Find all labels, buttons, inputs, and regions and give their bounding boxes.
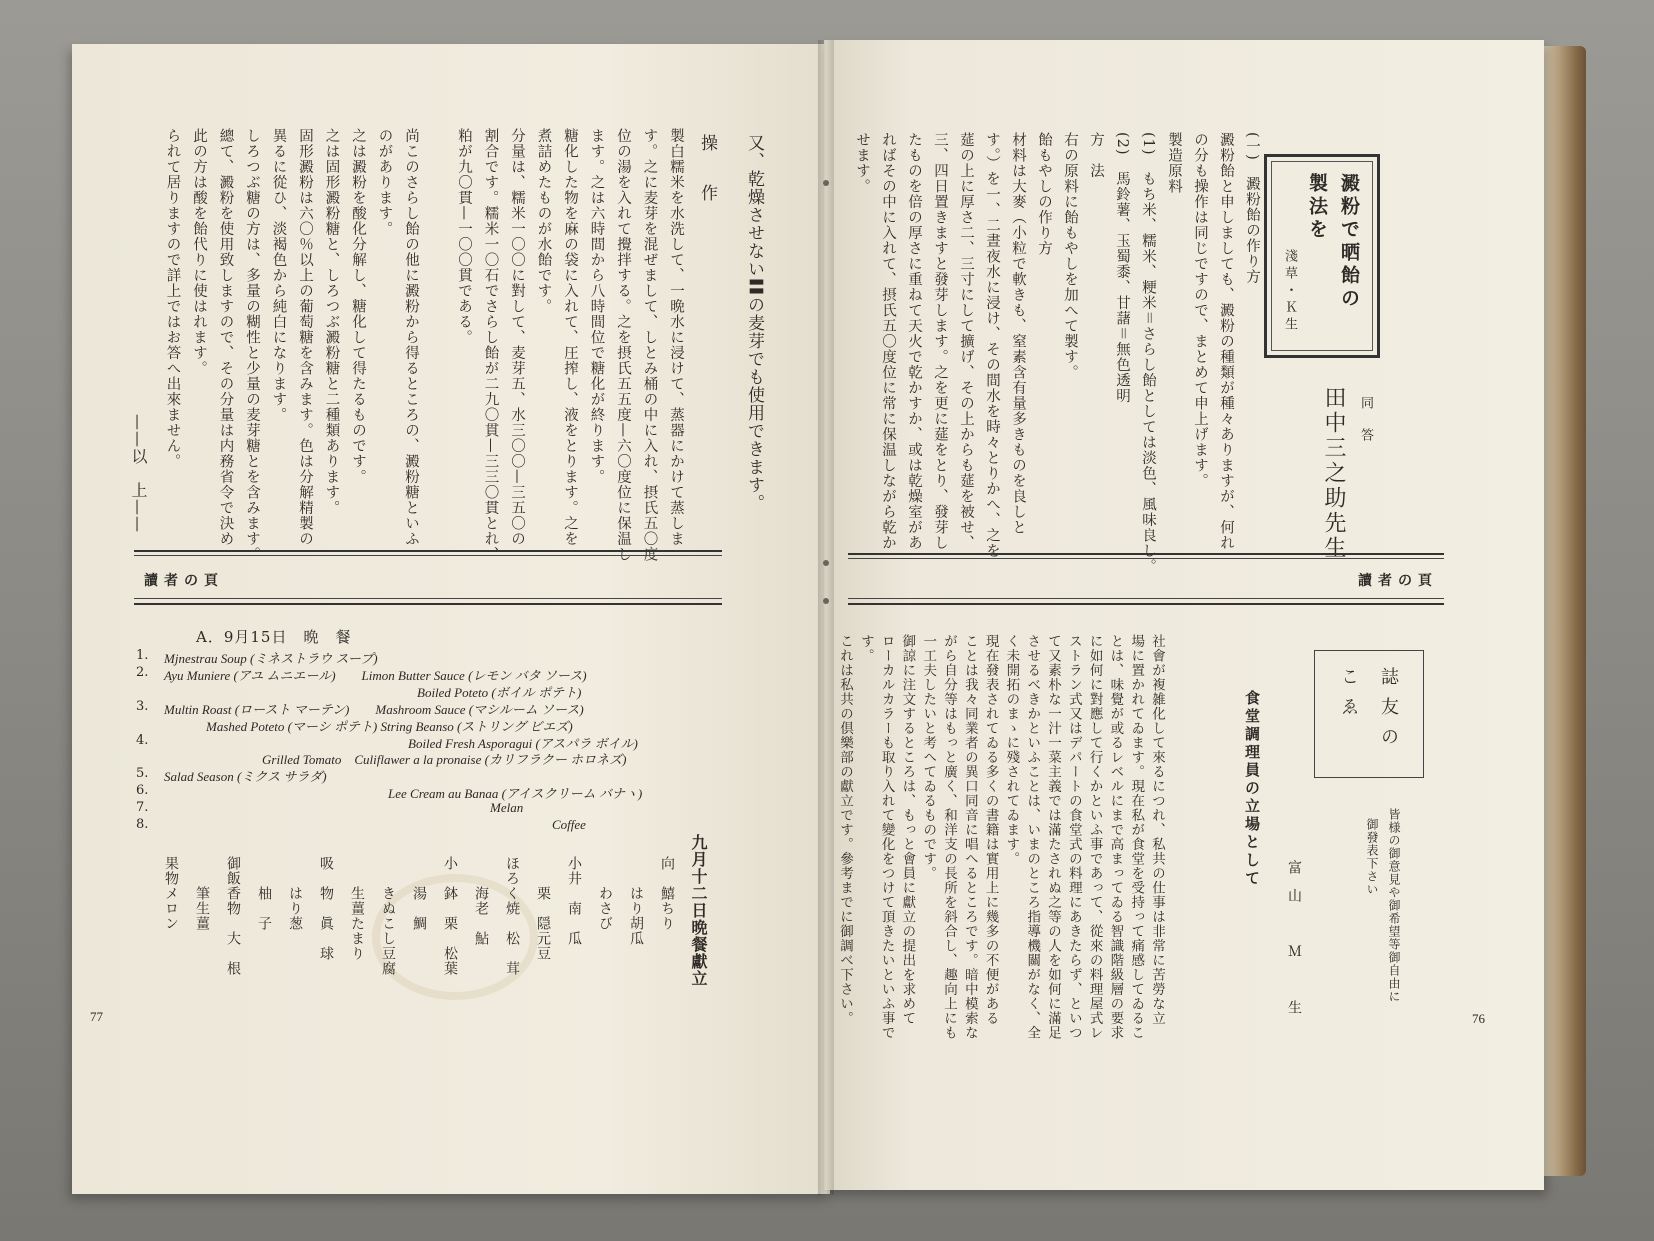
body-line: 方 法 <box>1088 132 1104 179</box>
body-line: 飴もやしの作り方 <box>1036 132 1052 256</box>
answer-label: 同 答 <box>1358 396 1373 444</box>
article-line: させるべきかといふことは、いまのところ指導機關がなく、全 <box>1024 634 1041 1040</box>
menu-item-text: Boiled Poteto (ボイル ポテト) <box>417 684 582 700</box>
body-line: せます。 <box>854 132 870 194</box>
article-line: 場に置かれてゐます。現在私が食堂を受持って痛感してゐるこ <box>1128 634 1145 1040</box>
body-line: 糖化した物を麻の袋に入れて、圧搾し、液をとります。之を <box>562 128 578 547</box>
jp-menu-item: 果物メロン <box>163 856 179 931</box>
body-line: 固形澱粉は六〇％以上の葡萄糖を含みます。色は分解精製の <box>297 128 313 547</box>
menu-item <box>136 698 584 717</box>
body-line: 異るに從ひ、淡褐色から純白になります。 <box>270 128 287 423</box>
body-line: (一) 澱粉飴の作り方 <box>1244 132 1260 285</box>
title-line-1: 澱粉で晒飴の <box>1338 173 1360 311</box>
menu-item-text: Mjnestrau Soup (ミネストラウ スープ) <box>164 651 378 666</box>
article-title: 食堂調理員の立場として <box>1243 690 1261 888</box>
menu-item-number: 8. <box>136 817 149 832</box>
menu-item <box>136 682 582 700</box>
jp-menu-item: きぬこし豆腐 <box>380 856 396 976</box>
body-line: 澱粉飴と申しましても、澱粉の種類が種々ありますが、何れ <box>1218 132 1234 551</box>
book-gutter <box>818 40 834 1195</box>
jp-menu-item: 小 鉢 栗 松葉 <box>442 856 458 976</box>
menu-item <box>136 664 587 683</box>
jp-menu-item: はり葱 <box>287 856 303 931</box>
menu-item-number: 1. <box>136 648 149 663</box>
menu-item-text: Multin Roast (ロースト マーテン) Mashroom Sauce (マシルーム ソース) <box>164 701 584 717</box>
article-line: 一工夫したいと考へてゐるものです。 <box>920 634 937 881</box>
rule-top-right <box>848 553 1444 555</box>
box-note-2: 御發表下さい <box>1365 818 1379 896</box>
body-line: 分量は、糯米一〇〇に對して、麦芽五、水三〇〇—三五〇の <box>509 128 525 547</box>
article-line: 社會が複雑化して來るにつれ、私共の仕事は非常に苦勞な立 <box>1149 634 1165 1026</box>
article-line: 現在發表されてゐる多くの書籍は實用上に幾多の不便がある <box>982 634 999 1026</box>
jp-menu-item: はり胡瓜 <box>628 856 644 946</box>
binding-stitch <box>823 560 829 566</box>
menu-item-text: Grilled Tomato Culiflawer a la pronaise (カリフラクー ホロネズ) <box>262 752 627 768</box>
jp-menu-item: わさび <box>597 856 613 931</box>
jp-menu-item: 生薑たまり <box>349 856 365 961</box>
answerer-name: 田中三之助先生 <box>1321 386 1346 561</box>
binding-stitch <box>823 598 829 604</box>
menu-item-number: 4. <box>136 732 149 748</box>
article-line: ことは我々同業者の異口同音に唱へるところです。暗中模索な <box>961 634 978 1040</box>
body-line: 割合です。糯米一〇石でさらし飴が二九〇貫—三三〇貫とれ、 <box>482 128 499 562</box>
body-line: のがあります。 <box>376 128 393 237</box>
rule-bottom-right <box>848 603 1444 605</box>
menu-item-text: Salad Season (ミクス サラダ) <box>164 769 327 785</box>
menu-item <box>136 783 643 802</box>
article-line: て又素朴な一汁一菜主義では滿たされぬ之等の人を如何に滿足 <box>1045 634 1061 1040</box>
book-page-edges <box>1540 46 1586 1176</box>
title-box <box>1264 154 1380 358</box>
jp-menu-item: ほろく焼 松 茸 <box>504 856 520 976</box>
body-line: 位の湯を入れて攪拌する。之を摂氏五五度—六〇度位に保温し <box>615 128 631 562</box>
body-line: 之は固形澱粉糖と、しろつぶ澱粉糖と二種類あります。 <box>323 128 340 516</box>
menu-item-number: 6. <box>136 783 149 799</box>
menu-item-number: 5. <box>136 766 149 782</box>
body-line: 粕が九〇貫—一〇〇貫である。 <box>456 128 472 345</box>
jp-menu-item: 小井 南 瓜 <box>566 856 582 946</box>
body-line: ます。之は六時間から八時間位で糖化が終ります。 <box>588 128 605 485</box>
body-line: しろつぶ糖の方は、多量の糊性と少量の麦芽糖とを含みます。 <box>244 128 260 562</box>
body-line: 材料は大麥（小粒で軟きも、窒素含有量多きものを良しと <box>1010 132 1026 535</box>
menu-item-text: Boiled Fresh Asporagui (アスパラ ボイル) <box>408 735 638 751</box>
body-line: 製造原料 <box>1166 132 1182 194</box>
rule-top <box>134 550 722 552</box>
menu-item <box>136 716 573 734</box>
binding-stitch <box>823 180 829 186</box>
menu-item-number: 2. <box>136 664 149 680</box>
menu-item-text: Lee Cream au Banaa (アイスクリーム バナヽ) <box>388 786 643 802</box>
title-line-2: 製法を <box>1306 173 1328 242</box>
right-page <box>824 40 1544 1190</box>
rule-bottom-thin <box>134 598 722 599</box>
jp-menu-item: 筆生薑 <box>194 856 210 931</box>
body-line: 尚このさらし飴の他に澱粉から得るところの、澱粉糖といふ <box>403 128 419 547</box>
reader-page-label: 讀者の頁 <box>144 573 224 589</box>
menu-item-number: 7. <box>136 800 149 816</box>
menu-item-number: 3. <box>136 698 149 714</box>
left-page <box>72 44 830 1194</box>
menu-item <box>136 732 638 751</box>
body-line: の分も操作は同じですので、まとめて申上げます。 <box>1192 132 1208 489</box>
box-note-1: 皆様の御意見や御希望等御自由に <box>1387 808 1401 1003</box>
menu-item <box>136 648 378 666</box>
menu-item-text: Ayu Muniere (アユ ムニエール) Limon Butter Sauce (レモン バタ ソース) <box>164 667 587 683</box>
title-author: 淺草・Ｋ生 <box>1282 249 1297 334</box>
body-line: ればその中に入れて、摂氏五〇度位に常に保温しながら乾か <box>880 132 896 551</box>
article-line: がら自分等はもっと廣く、和洋支の長所を斜合し、趣向上にも <box>941 634 957 1040</box>
body-line: たものを倍の厚さに重ねて天火で乾かすか、或は乾燥室があ <box>906 132 922 551</box>
box-title-2: こゑ <box>1338 667 1359 727</box>
article-author: 富山 Ｍ 生 <box>1286 860 1302 1028</box>
menu-item <box>136 817 586 832</box>
menu-item <box>136 749 627 768</box>
body-line: 製白糯米を水洗して、一晩水に浸けて、蒸器にかけて蒸しま <box>668 128 684 547</box>
article-line: ローカルカラーも取り入れて變化をつけて頂きたいといふ事で <box>878 634 895 1040</box>
body-line: 莚の上に厚さ二、三寸にして擴げ、その上からも莚を被せ、 <box>958 132 974 551</box>
page-number-left: 77 <box>90 1009 103 1024</box>
body-line: 右の原料に飴もやしを加へて製す。 <box>1062 132 1078 380</box>
menu-item-text: Melan <box>490 800 524 816</box>
menu-title: A．9月15日 晩 餐 <box>196 628 352 646</box>
jp-menu-item: 向 鱚ちり <box>659 856 675 931</box>
rule-bottom-thin-right <box>848 598 1444 599</box>
body-line: 之は澱粉を酸化分解し、糖化して得たるものです。 <box>350 128 366 485</box>
menu-item <box>136 766 327 785</box>
menu-item-text: Coffee <box>552 817 586 832</box>
article-line: これは私共の倶樂部の獻立です。參考までに御調べ下さい。 <box>837 634 853 1026</box>
menu-item <box>136 800 524 816</box>
body-line: 三、四日置きますと發芽します。之を更に莚をとり、發芽し <box>932 132 948 551</box>
body-line: 煮詰めたものが水飴です。 <box>535 128 552 314</box>
page-number-right: 76 <box>1472 1011 1485 1026</box>
jp-menu-item: 御飯香物 大 根 <box>225 856 241 976</box>
body-line: 總て、澱粉を使用致しますので、その分量は内務省令で決め <box>217 128 234 547</box>
jp-menu-item: 海老 鮎 <box>473 856 489 946</box>
body-line: す。）を一、二晝夜水に浸け、その間水を時々とりかへ、之を <box>984 132 1000 559</box>
body-line: (2) 馬鈴薯、玉蜀黍、甘藷＝無色透明 <box>1114 132 1130 404</box>
jp-menu-item: 柚 子 <box>256 856 272 931</box>
menu-item-text: Mashed Poteto (マーシ ポテト) String Beanso (ストリング ビエズ) <box>206 718 573 734</box>
jp-menu-item: 湯 鯛 <box>411 856 427 931</box>
body-line: す。之に麦芽を混ぜまして、しとみ桶の中に入れ、摂氏五〇度 <box>641 128 658 562</box>
section-heading: 操 作 <box>697 134 717 209</box>
jp-menu-item: 栗 隠元豆 <box>535 856 551 961</box>
rule-top-thin-right <box>848 558 1444 559</box>
box-title-1: 誌友の <box>1378 667 1399 757</box>
body-line: (1) もち米、糯米、粳米＝さらし飴としては淡色、風味良し。 <box>1140 132 1156 575</box>
article-line: とは、味覺が或るレベルにまで高まってゐる智識階級層の要求 <box>1107 634 1124 1040</box>
article-line: ストラン式又はデパートの食堂式の料理にあきたらず、といつ <box>1065 634 1082 1040</box>
reader-voice-box <box>1314 650 1424 778</box>
jp-menu-title: 九月十二日晩餐獻立 <box>689 834 708 987</box>
article-line: す。 <box>857 634 874 663</box>
article-line: く未開拓のまゝに殘されてゐます。 <box>1003 634 1020 866</box>
article-line: に如何に對應して行くかといふ事であって、從來の料理屋式レ <box>1086 634 1103 1040</box>
rule-bottom <box>134 603 722 605</box>
body-line: 此の方は酸を飴代りに使はれます。 <box>191 128 207 376</box>
body-line: られて居りますので詳上ではお答へ出來ません。 <box>164 128 181 469</box>
intro-text: 又、乾燥させない〓の麦芽でも使用できます。 <box>744 134 764 512</box>
reader-page-label-right: 讀者の頁 <box>1358 573 1438 589</box>
article-line: 御諒に注文するところは、もっと會員に獻立の提出を求めて <box>899 634 916 1026</box>
rule-top-thin <box>134 555 722 556</box>
jp-menu-item: 吸 物 眞 球 <box>318 856 334 961</box>
closing-mark: ——以 上—— <box>129 414 148 533</box>
